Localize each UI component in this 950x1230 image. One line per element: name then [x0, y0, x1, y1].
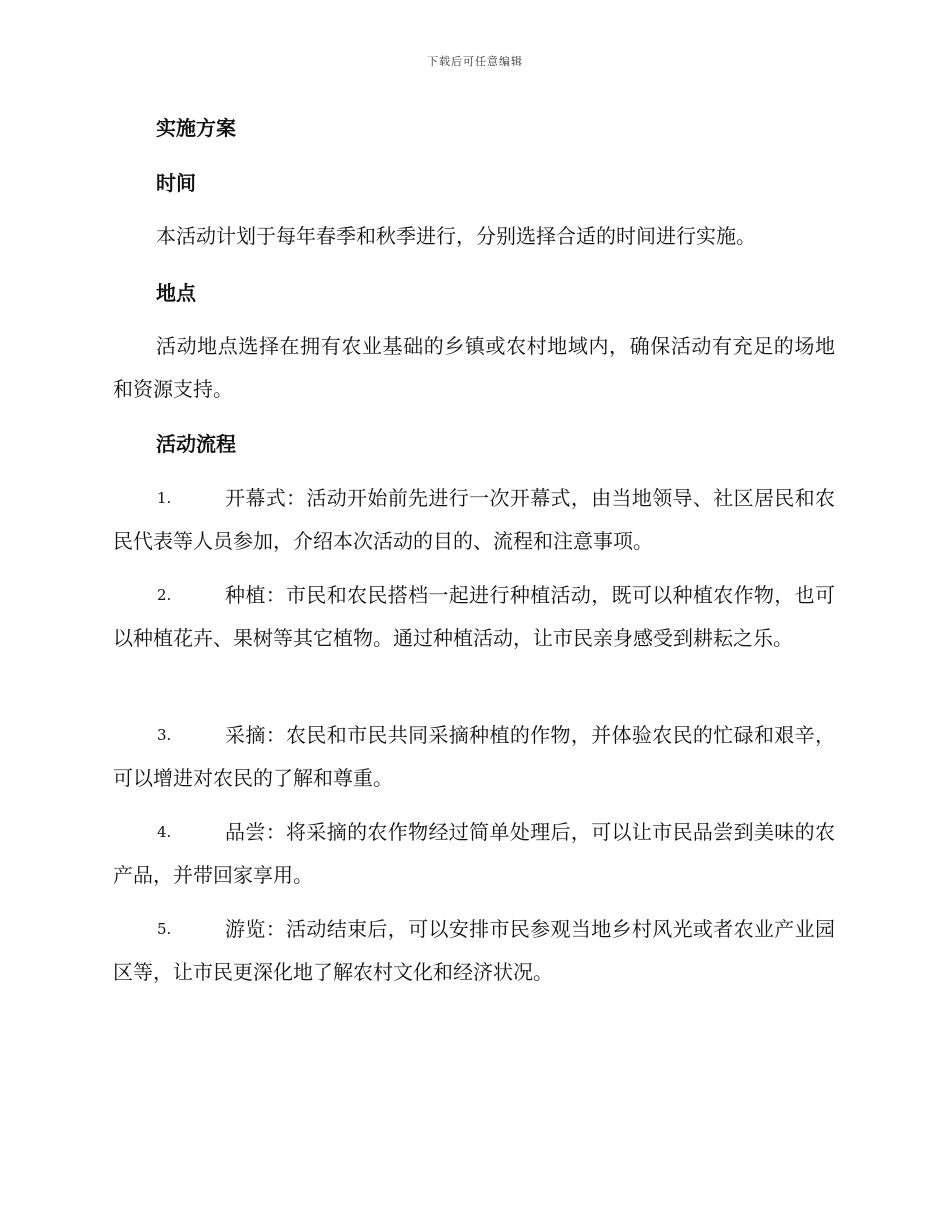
section-body-location: 活动地点选择在拥有农业基础的乡镇或农村地域内，确保活动有充足的场地和资源支持。	[113, 334, 835, 401]
list-item-text: 种植：市民和农民搭档一起进行种植活动，既可以种植农作物，也可以种植花卉、果树等其它植物。通过种植活动，让市民亲身感受到耕耘之乐。	[113, 583, 835, 650]
document-title: 实施方案	[156, 116, 236, 140]
header-note: 下载后可任意编辑	[427, 55, 523, 68]
section-heading-time: 时间	[156, 171, 196, 195]
list-item-text: 采摘：农民和市民共同采摘种植的作物，并体验农民的忙碌和艰辛，可以增进对农民的了解和尊重。	[113, 723, 835, 790]
section-body-time: 本活动计划于每年春季和秋季进行，分别选择合适的时间进行实施。	[156, 224, 756, 248]
list-item	[113, 574, 835, 660]
list-item-text: 品尝：将采摘的农作物经过简单处理后，可以让市民品尝到美味的农产品，并带回家享用。	[113, 820, 835, 887]
list-item	[113, 811, 835, 897]
list-item	[113, 714, 835, 800]
list-item-text: 游览：活动结束后，可以安排市民参观当地乡村风光或者农业产业园区等，让市民更深化地了解农村文化和经济状况。	[113, 917, 835, 984]
list-item-number: 5.	[157, 920, 172, 938]
list-item-number: 4.	[157, 823, 172, 841]
list-item-number: 2.	[157, 586, 172, 604]
section-heading-process: 活动流程	[156, 432, 236, 456]
list-item-number: 3.	[157, 726, 172, 744]
list-item	[113, 908, 835, 994]
list-item-number: 1.	[157, 489, 172, 507]
list-item-text: 开幕式：活动开始前先进行一次开幕式，由当地领导、社区居民和农民代表等人员参加，介绍本次活动的目的、流程和注意事项。	[113, 486, 835, 553]
list-item	[113, 477, 835, 563]
section-heading-location: 地点	[156, 281, 196, 305]
